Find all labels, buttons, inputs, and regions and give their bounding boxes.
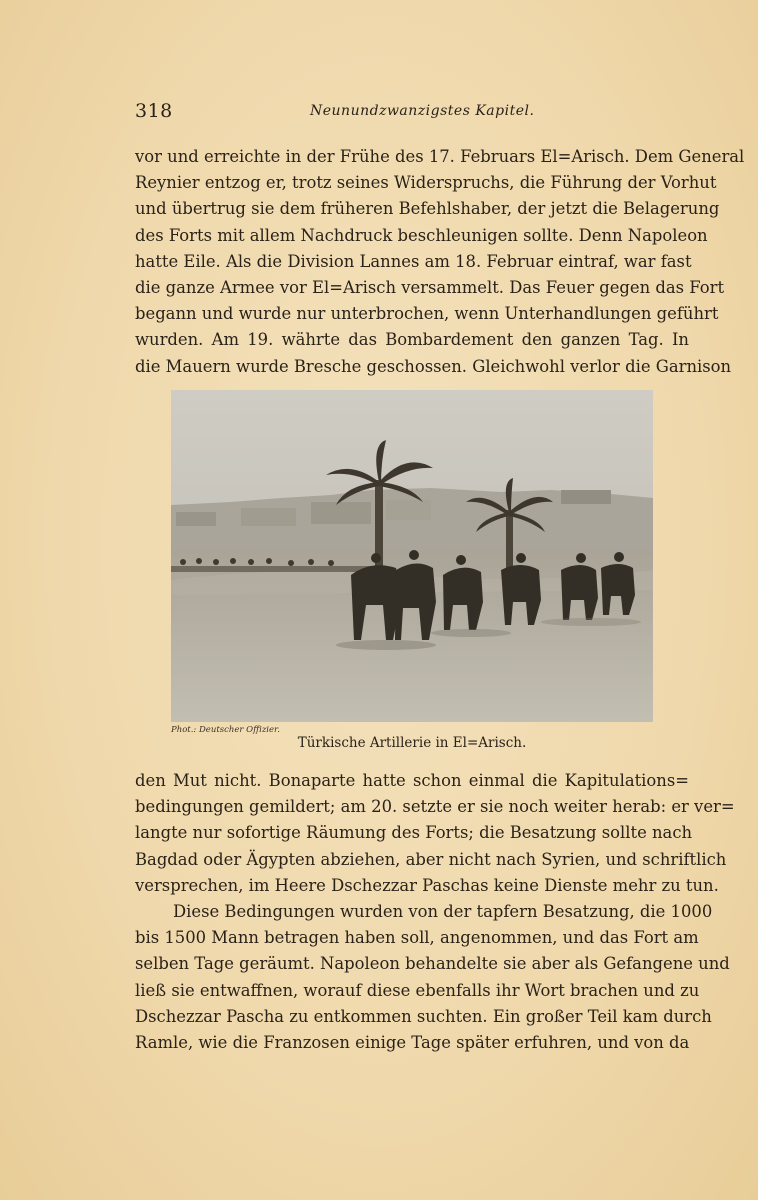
photo-illustration	[171, 390, 653, 722]
text-line: ließ sie entwaffnen, worauf diese ebenfalls ihr Wort brachen und zu	[135, 980, 700, 1000]
text-line: Diese Bedingungen wurden von der tapfern Besatzung, die 1000	[173, 901, 713, 921]
figure-caption: Türkische Artillerie in El=Arisch.	[297, 735, 527, 751]
photograph	[171, 390, 653, 722]
text-line: und übertrug sie dem früheren Befehlshaber, der jetzt die Belagerung	[135, 199, 720, 219]
text-line: bis 1500 Mann betragen haben soll, angenommen, und das Fort am	[135, 928, 699, 948]
running-title: Neunundzwanzigstes Kapitel.	[310, 103, 535, 119]
text-line: die ganze Armee vor El=Arisch versammelt. Das Feuer gegen das Fort	[135, 277, 725, 297]
text-line: bedingungen gemildert; am 20. setzte er sie noch weiter herab: er ver=	[135, 797, 735, 817]
text-line: Ramle, wie die Franzosen einige Tage später erfuhren, und von da	[135, 1032, 690, 1052]
paragraph-top	[135, 144, 745, 380]
text-line: Reynier entzog er, trotz seines Widerspruchs, die Führung der Vorhut	[135, 173, 717, 193]
text-line: Dschezzar Pascha zu entkommen suchten. Ein großer Teil kam durch	[135, 1006, 712, 1026]
page-header	[135, 100, 690, 128]
text-line: des Forts mit allem Nachdruck beschleunigen sollte. Denn Napoleon	[135, 225, 708, 245]
text-line: begann und wurde nur unterbrochen, wenn Unterhandlungen geführt	[135, 304, 719, 324]
text-line: wurden. Am 19. währte das Bombardement den ganzen Tag. In	[135, 330, 689, 350]
text-line: langte nur sofortige Räumung des Forts; die Besatzung sollte nach	[135, 823, 693, 843]
text-line: den Mut nicht. Bonaparte hatte schon einmal die Kapitulations=	[135, 771, 689, 790]
text-line: Bagdad oder Ägypten abziehen, aber nicht nach Syrien, und schriftlich	[135, 849, 727, 869]
text-line: hatte Eile. Als die Division Lannes am 18. Februar eintraf, war fast	[135, 251, 692, 271]
page-number: 318	[135, 100, 173, 122]
text-line: versprechen, im Heere Dschezzar Paschas keine Dienste mehr zu tun.	[135, 875, 719, 895]
text-line: die Mauern wurde Bresche geschossen. Gleichwohl verlor die Garnison	[135, 356, 732, 376]
photo-credit: Phot.: Deutscher Offizier.	[171, 725, 280, 735]
paragraph-bottom	[135, 768, 735, 1056]
text-line: selben Tage geräumt. Napoleon behandelte sie aber als Gefangene und	[135, 954, 730, 974]
text-line: vor und erreichte in der Frühe des 17. Februars El=Arisch. Dem General	[135, 147, 745, 166]
